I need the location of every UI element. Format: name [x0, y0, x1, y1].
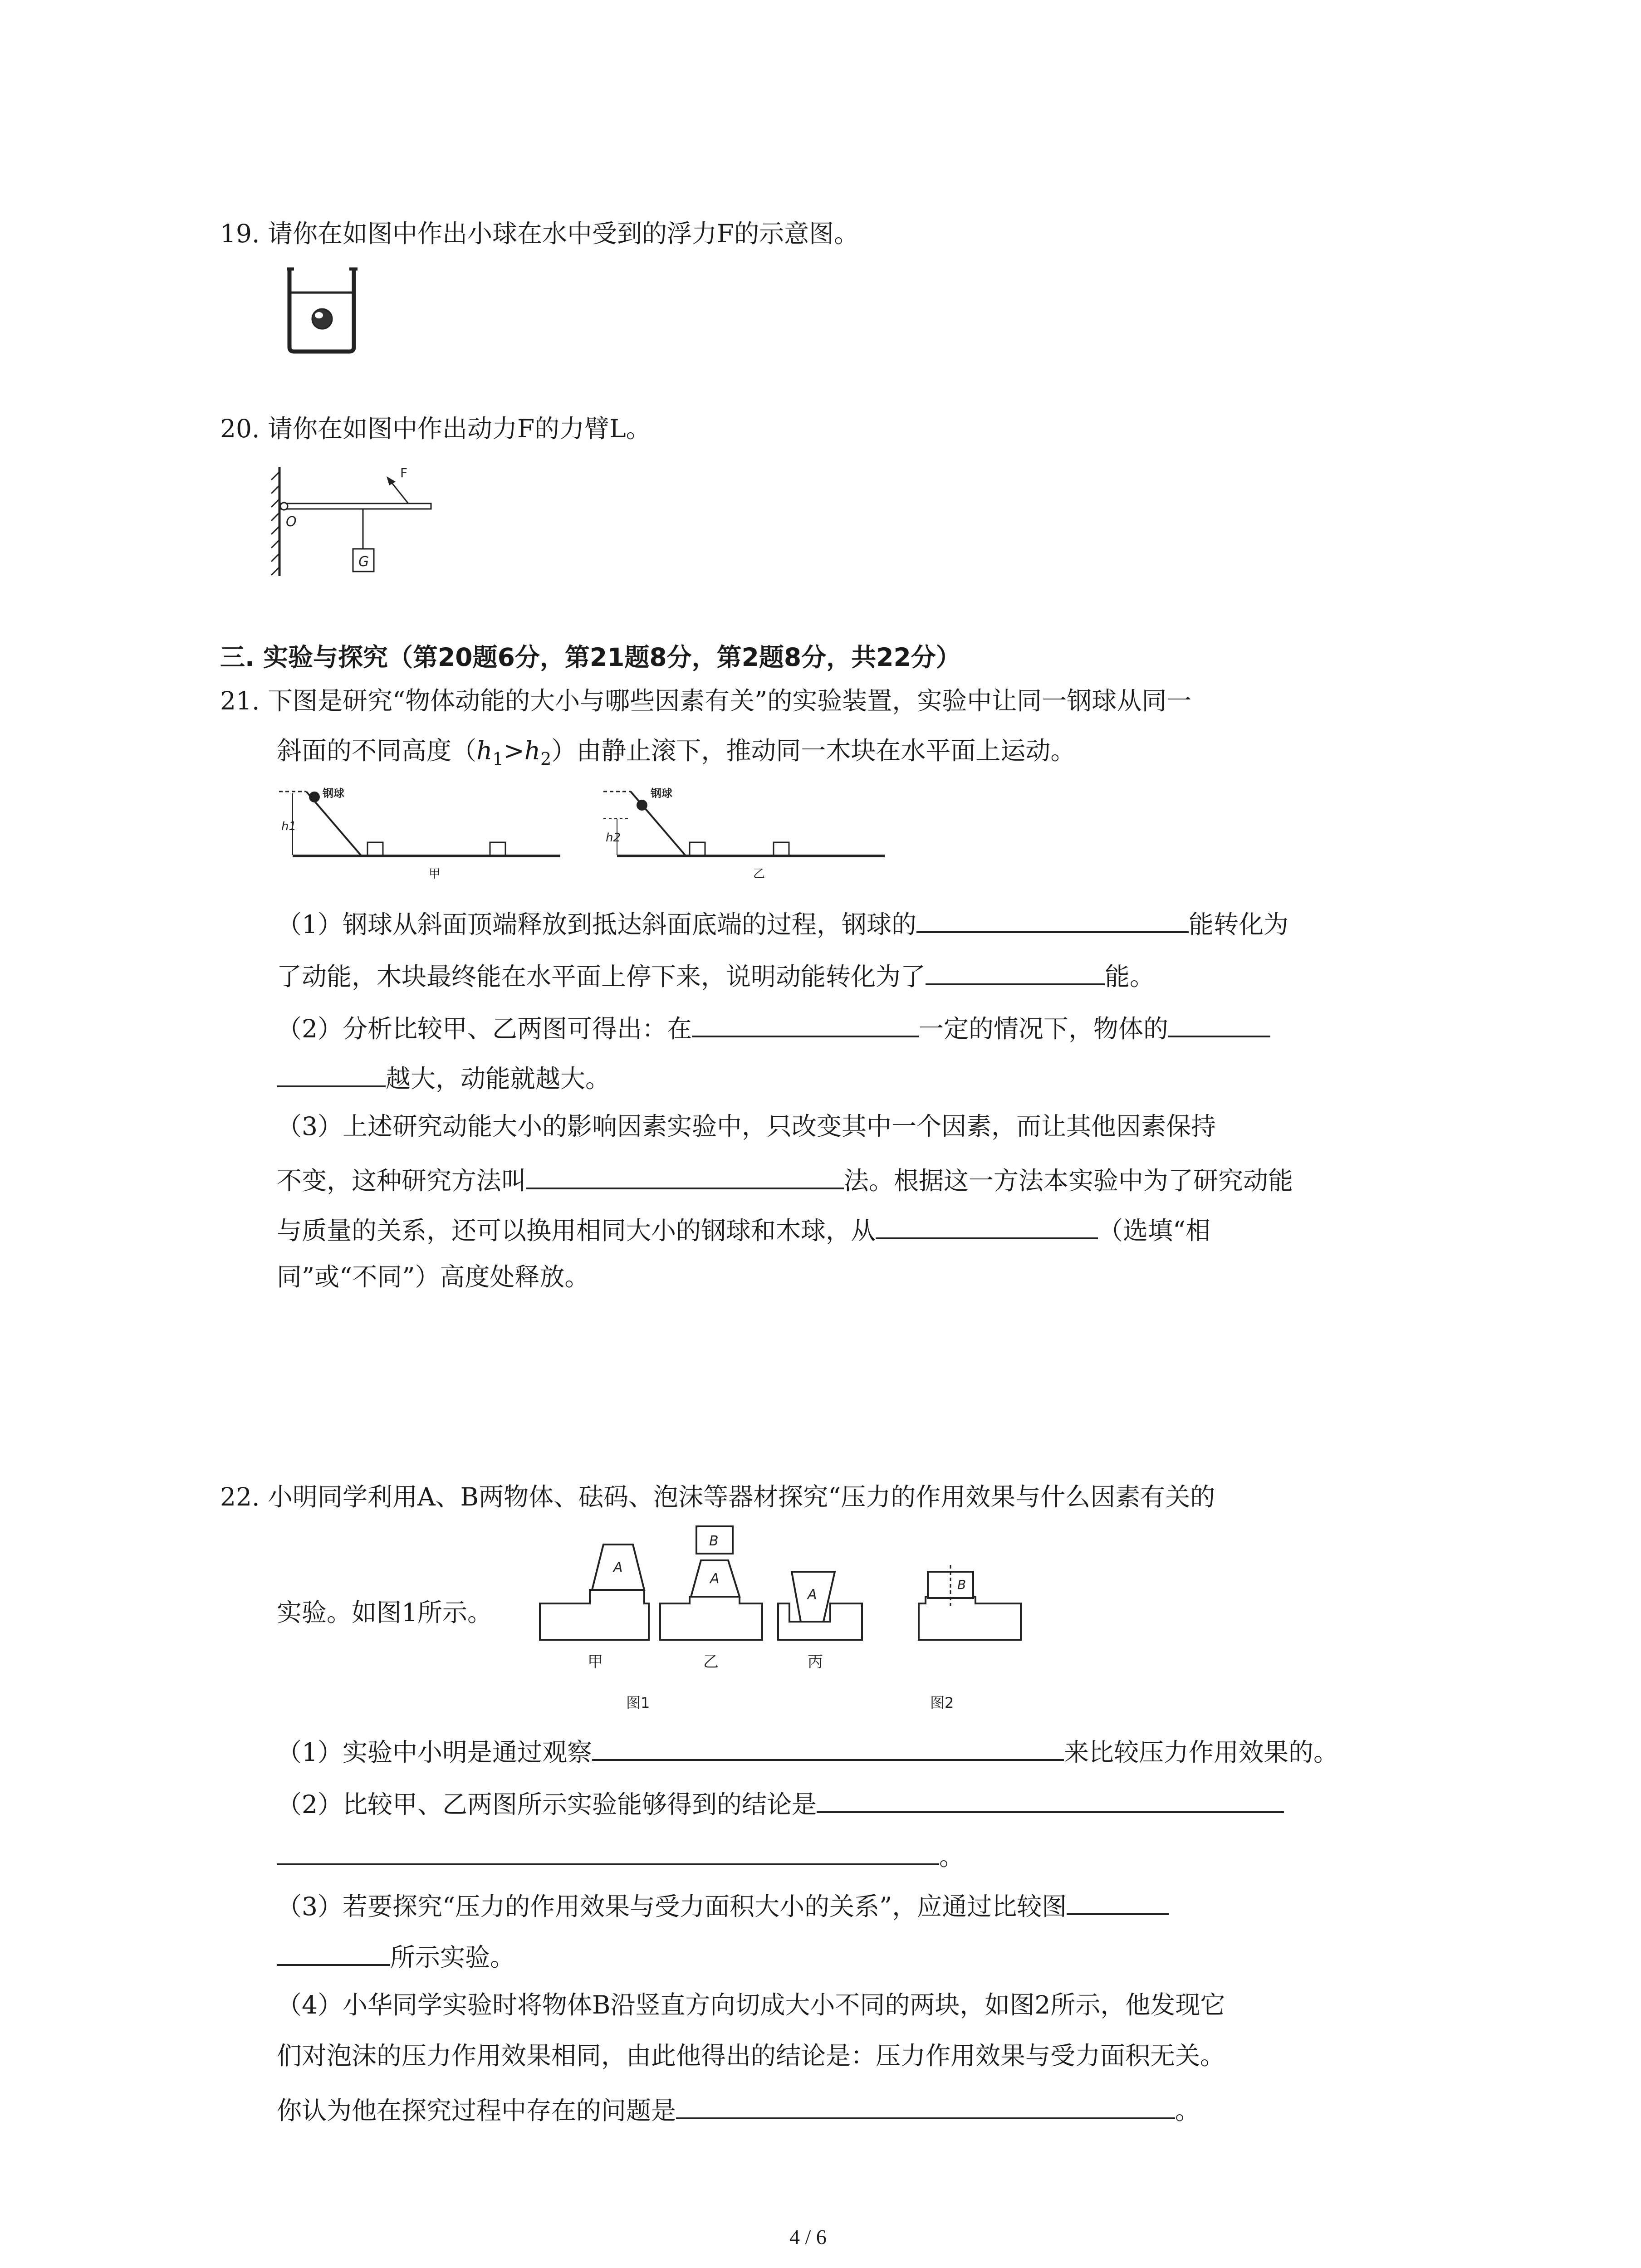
h1-sub: 1	[492, 749, 504, 769]
ball-label-2: 钢球	[651, 787, 672, 800]
q22-blank-4[interactable]	[676, 2091, 1175, 2119]
pressure-figure	[540, 1526, 1039, 1721]
q21-p2-line1	[277, 1009, 1270, 1045]
q22-blank-2a[interactable]	[817, 1785, 1284, 1813]
q21-p1-d: 能。	[1105, 962, 1155, 991]
ball-label: 钢球	[323, 787, 344, 800]
q22-p3-a: （3）若要探究“压力的作用效果与受力面积大小的关系”，应通过比较图	[277, 1892, 1067, 1921]
q21-stem-2b: ）由静止滚下，推动同一木块在水平面上运动。	[551, 736, 1076, 765]
q21-p2-line2	[277, 1059, 610, 1095]
pivot-label: O	[286, 514, 297, 530]
q21-blank-3[interactable]	[692, 1009, 919, 1037]
fig1-caption: 图1	[626, 1694, 650, 1711]
caption-bing: 丙	[808, 1653, 823, 1671]
q21-stem-line1: 下图是研究“物体动能的大小与哪些因素有关”的实验装置，实验中让同一钢球从同一	[267, 686, 1192, 715]
q22-p1-a: （1）实验中小明是通过观察	[277, 1738, 592, 1767]
q21-stem-2a: 斜面的不同高度（	[277, 736, 477, 765]
q22-p3-line2	[277, 1938, 515, 1973]
q22-p4-d: 。	[1175, 2096, 1200, 2125]
q22-p3-b: 所示实验。	[390, 1943, 515, 1972]
q19	[220, 218, 859, 249]
h2-sub: 2	[540, 749, 552, 769]
q21-p3-c: 法。根据这一方法本实验中为了研究动能	[844, 1166, 1293, 1195]
h1-label: h1	[281, 820, 297, 833]
q22-stem-2: 实验。如图1所示。	[277, 1598, 492, 1627]
q21-p3-d: 与质量的关系，还可以换用相同大小的钢球和木球，从	[277, 1216, 876, 1245]
q22-p1-b: 来比较压力作用效果的。	[1064, 1738, 1339, 1767]
q22-p1	[277, 1733, 1338, 1768]
caption-jia: 甲	[429, 867, 441, 881]
q21-p1-line2	[277, 957, 1155, 992]
page-number: 4 / 6	[789, 2225, 827, 2248]
q21-p2-a: （2）分析比较甲、乙两图可得出：在	[277, 1014, 692, 1043]
a-label-jia: A	[613, 1559, 623, 1575]
caption-yi-q22: 乙	[703, 1653, 719, 1671]
q19-text: 请你在如图中作出小球在水中受到的浮力F的示意图。	[267, 219, 859, 248]
gt-sign: >	[503, 736, 524, 765]
q22-blank-3a[interactable]	[1067, 1887, 1169, 1915]
q21-p2-b: 一定的情况下，物体的	[919, 1014, 1169, 1043]
q21-stem-2	[277, 735, 1075, 775]
q21-p2-c: 越大，动能就越大。	[386, 1064, 611, 1093]
lever-figure	[268, 458, 440, 581]
q21-p3-b: 不变，这种研究方法叫	[277, 1166, 527, 1195]
q22-p4-line3	[277, 2091, 1200, 2126]
incline-figure-yi	[603, 787, 894, 891]
q20-text: 请你在如图中作出动力F的力臂L。	[267, 414, 651, 443]
q19-number: 19.	[220, 219, 260, 248]
h1-var: h	[476, 736, 493, 765]
q20	[220, 413, 651, 445]
q21-p3-line4: 同”或“不同”）高度处释放。	[277, 1262, 590, 1291]
beaker-figure	[286, 265, 363, 356]
q20-number: 20.	[220, 414, 260, 443]
fig2-caption: 图2	[930, 1694, 954, 1711]
q21-blank-4b[interactable]	[277, 1059, 386, 1087]
q21-p1-a: （1）钢球从斜面顶端释放到抵达斜面底端的过程，钢球的	[277, 910, 916, 939]
b-label-fig2: B	[957, 1577, 966, 1592]
h2-var: h	[524, 736, 541, 765]
h2-label: h2	[606, 831, 621, 845]
q21-blank-5[interactable]	[526, 1161, 844, 1189]
q21-stem-1	[220, 685, 1191, 717]
b-label-yi: B	[709, 1533, 719, 1549]
q21-p3-line2	[277, 1161, 1293, 1197]
q22-stem-1	[220, 1481, 1215, 1513]
q22-p4-line1: （4）小华同学实验时将物体B沿竖直方向切成大小不同的两块，如图2所示，他发现它	[277, 1990, 1225, 2019]
q21-blank-2[interactable]	[926, 957, 1105, 985]
q22-p2-b: 。	[939, 1842, 965, 1871]
q21-blank-1[interactable]	[916, 905, 1189, 933]
q22-p3-line1	[277, 1887, 1169, 1922]
force-label: F	[400, 465, 408, 480]
q21-p1-line1	[277, 905, 1288, 940]
incline-figure-jia	[279, 787, 569, 891]
q21-p3-e: （选填“相	[1098, 1216, 1211, 1245]
q21-p3-line1: （3）上述研究动能大小的影响因素实验中，只改变其中一个因素，而让其他因素保持	[277, 1112, 1216, 1141]
q21-p3-line3	[277, 1211, 1210, 1246]
a-label-yi: A	[710, 1571, 720, 1587]
q21-p1-b: 能转化为	[1189, 910, 1289, 939]
q21-blank-4a[interactable]	[1168, 1009, 1270, 1037]
caption-yi: 乙	[753, 867, 765, 881]
q22-blank-2b[interactable]	[277, 1837, 939, 1865]
section-3-title: 三. 实验与探究（第20题6分，第21题8分，第2题8分，共22分）	[220, 643, 961, 672]
caption-jia-q22: 甲	[588, 1653, 603, 1671]
a-label-bing: A	[808, 1587, 817, 1603]
q22-blank-1[interactable]	[592, 1733, 1064, 1761]
q22-p2-line2	[277, 1837, 964, 1872]
q22-p2-line1	[277, 1785, 1284, 1820]
q22-p4-c: 你认为他在探究过程中存在的问题是	[277, 2096, 676, 2125]
weight-label: G	[358, 554, 369, 570]
q22-p2-a: （2）比较甲、乙两图所示实验能够得到的结论是	[277, 1790, 817, 1819]
q21-p1-c: 了动能，木块最终能在水平面上停下来，说明动能转化为了	[277, 962, 926, 991]
q22-stem-line1: 小明同学利用A、B两物体、砝码、泡沫等器材探究“压力的作用效果与什么因素有关的	[267, 1482, 1215, 1511]
q22-blank-3b[interactable]	[277, 1938, 390, 1966]
q22-number: 22.	[220, 1482, 260, 1511]
q21-blank-6[interactable]	[876, 1211, 1098, 1239]
q21-number: 21.	[220, 686, 260, 715]
q22-p4-line2: 们对泡沫的压力作用效果相同，由此他得出的结论是：压力作用效果与受力面积无关。	[277, 2041, 1225, 2070]
